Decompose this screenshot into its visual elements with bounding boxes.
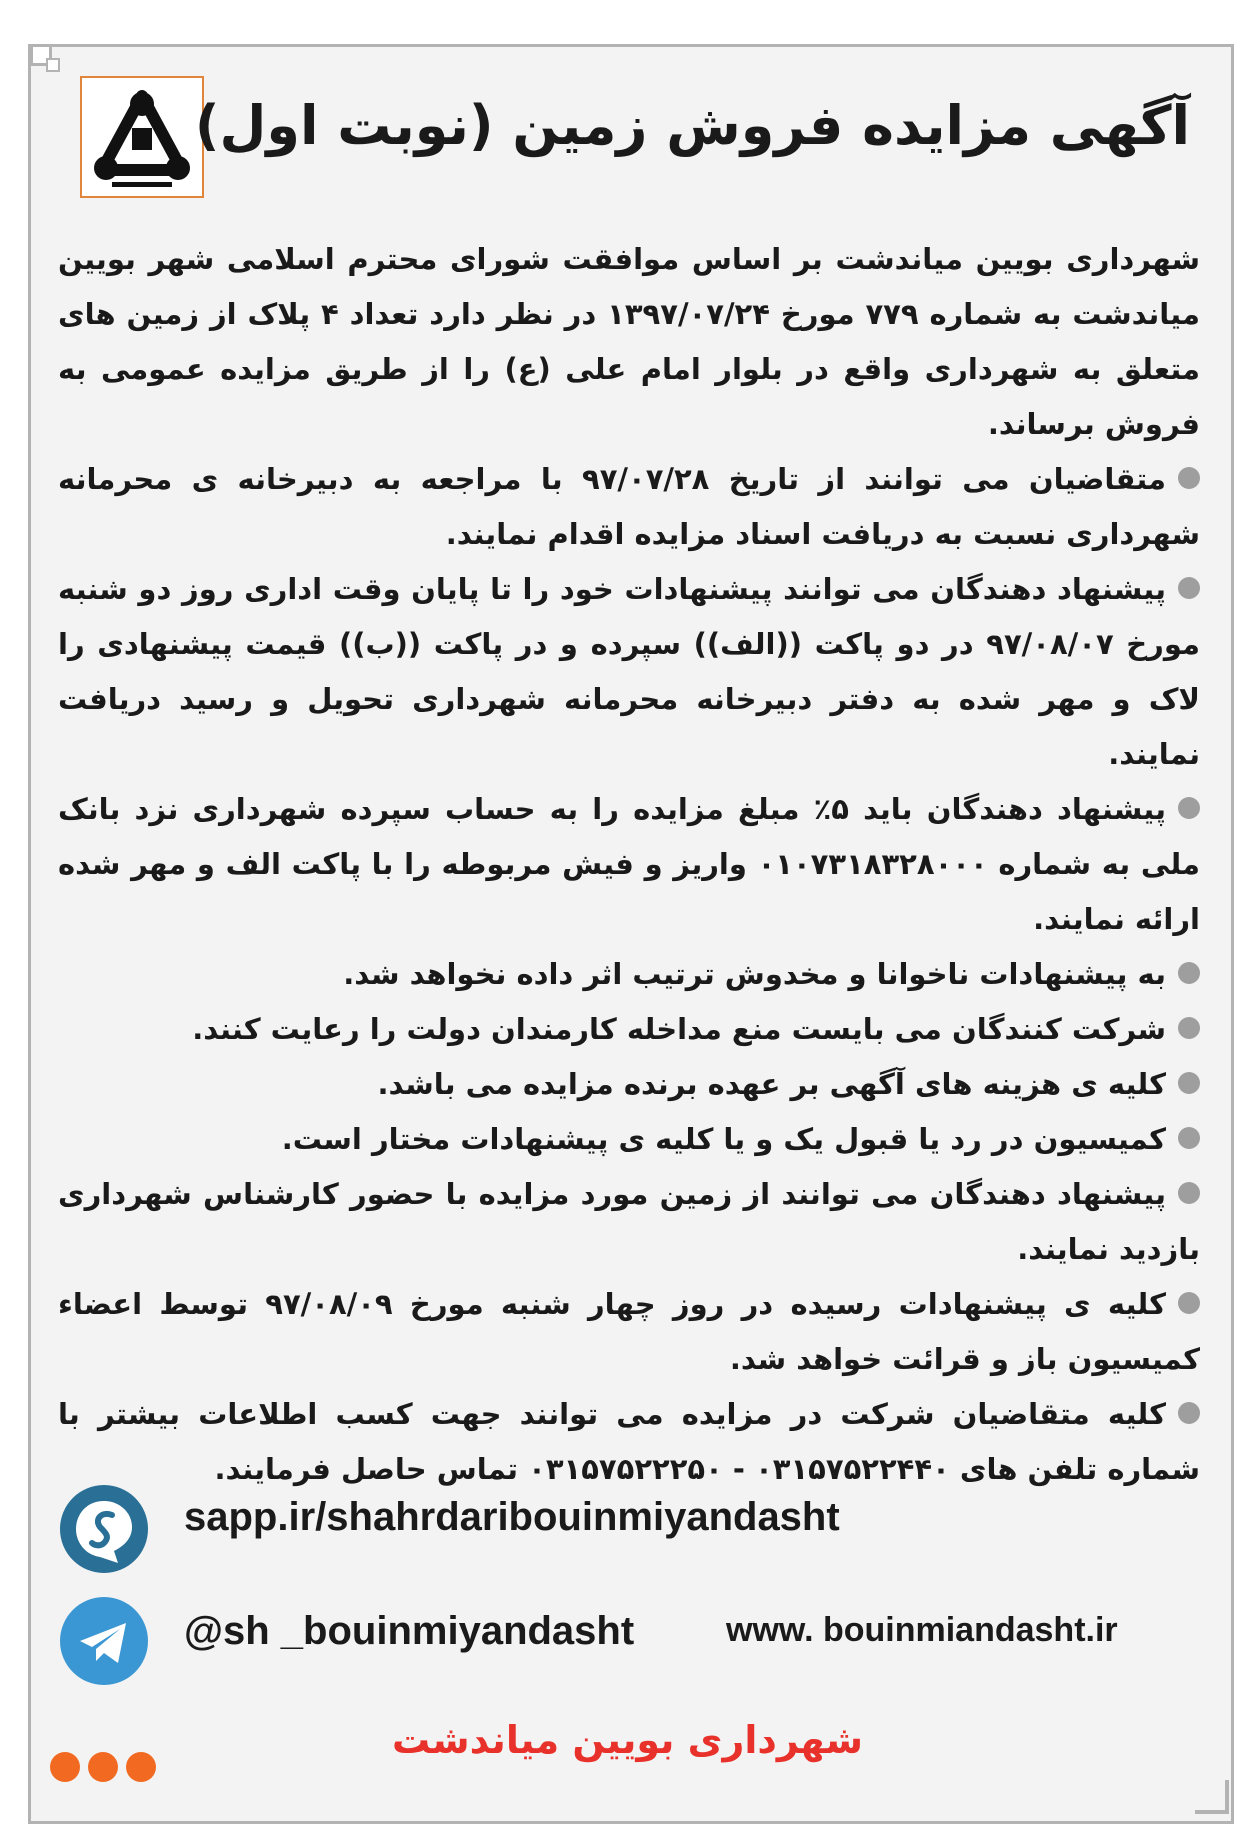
telegram-link[interactable]: @sh _bouinmiyandasht [184, 1609, 635, 1653]
contact-links [60, 1485, 1200, 1695]
decorative-dots [50, 1752, 164, 1786]
logo-emblem-icon [82, 78, 202, 196]
dot-icon [126, 1752, 156, 1782]
list-item: کلیه ی پیشنهادات رسیده در روز چهار شنبه مورخ ۹۷/۰۸/۰۹ توسط اعضاء کمیسیون باز و قرائت خواهد شد. [58, 1287, 1200, 1376]
dot-icon [50, 1752, 80, 1782]
list-item: به پیشنهادات ناخوانا و مخدوش ترتیب اثر داده نخواهد شد. [58, 947, 1200, 1002]
soroush-icon[interactable] [60, 1485, 148, 1573]
sapp-link[interactable]: sapp.ir/shahrdaribouinmiyandasht [184, 1495, 840, 1539]
bullet-icon [1178, 962, 1200, 984]
list-item: متقاضیان می توانند از تاریخ ۹۷/۰۷/۲۸ با مراجعه به دبیرخانه ی محرمانه شهرداری نسبت به دریافت اسناد مزایده اقدام نمایند. [58, 462, 1200, 551]
bullet-icon [1178, 1127, 1200, 1149]
dot-icon [88, 1752, 118, 1782]
corner-decoration-bottom [1195, 1780, 1229, 1814]
list-item: کلیه متقاضیان شرکت در مزایده می توانند جهت کسب اطلاعات بیشتر با شماره تلفن های ۰۳۱۵۷۵۲۲۴۴۰ - ۰۳۱۵۷۵۲۲۲۵۰ تماس حاصل فرمایند. [58, 1397, 1200, 1486]
list-item: پیشنهاد دهندگان می توانند پیشنهادات خود را تا پایان وقت اداری روز دو شنبه مورخ ۹۷/۰۸/۰۷ در دو پاکت ((الف)) سپرده و در پاکت ((ب)) قیمت پیشنهادی را لاک و مهر شده به دفتر دبیرخانه محرمانه شهرداری تحویل و رسید دریافت نمایند. [58, 572, 1201, 771]
bullet-icon [1178, 1017, 1200, 1039]
notice-header [80, 72, 1190, 202]
list-item: پیشنهاد دهندگان می توانند از زمین مورد مزایده با حضور کارشناس شهرداری بازدید نمایند. [58, 1177, 1200, 1266]
website-link[interactable]: www. bouinmiandasht.ir [726, 1611, 1118, 1649]
bullet-icon [1178, 577, 1200, 599]
list-item: پیشنهاد دهندگان باید ۵٪ مبلغ مزایده را به حساب سپرده شهرداری نزد بانک ملی به شماره ۰۱۰۷۳۱۸۳۲۸۰۰۰ واریز و فیش مربوطه را با پاکت الف و مهر شده ارائه نمایند. [58, 792, 1201, 936]
bullet-icon [1178, 1402, 1200, 1424]
bullet-icon [1178, 797, 1200, 819]
telegram-icon[interactable] [60, 1597, 148, 1685]
municipality-logo [80, 76, 204, 198]
bullet-icon [1178, 1182, 1200, 1204]
bullet-icon [1178, 467, 1200, 489]
bullet-icon [1178, 1292, 1200, 1314]
list-item: شرکت کنندگان می بایست منع مداخله کارمندان دولت را رعایت کنند. [58, 1002, 1200, 1057]
list-item: کمیسیون در رد یا قبول یک و یا کلیه ی پیشنهادات مختار است. [58, 1112, 1200, 1167]
intro-paragraph: شهرداری بویین میاندشت بر اساس موافقت شورای محترم اسلامی شهر بویین میاندشت به شماره ۷۷۹ مورخ ۱۳۹۷/۰۷/۲۴ در نظر دارد تعداد ۴ پلاک از زمین های متعلق به شهرداری واقع در بلوار امام علی (ع) را از طریق مزایده عمومی به فروش برساند. [58, 242, 1200, 441]
notice-body [58, 232, 1200, 1497]
notice-title: آگهی مزایده فروش زمین (نوبت اول) [194, 94, 1190, 157]
bullet-icon [1178, 1072, 1200, 1094]
list-item: کلیه ی هزینه های آگهی بر عهده برنده مزایده می باشد. [58, 1057, 1200, 1112]
corner-decoration-inner [46, 58, 60, 72]
municipality-signature: شهرداری بویین میاندشت [392, 1718, 863, 1762]
